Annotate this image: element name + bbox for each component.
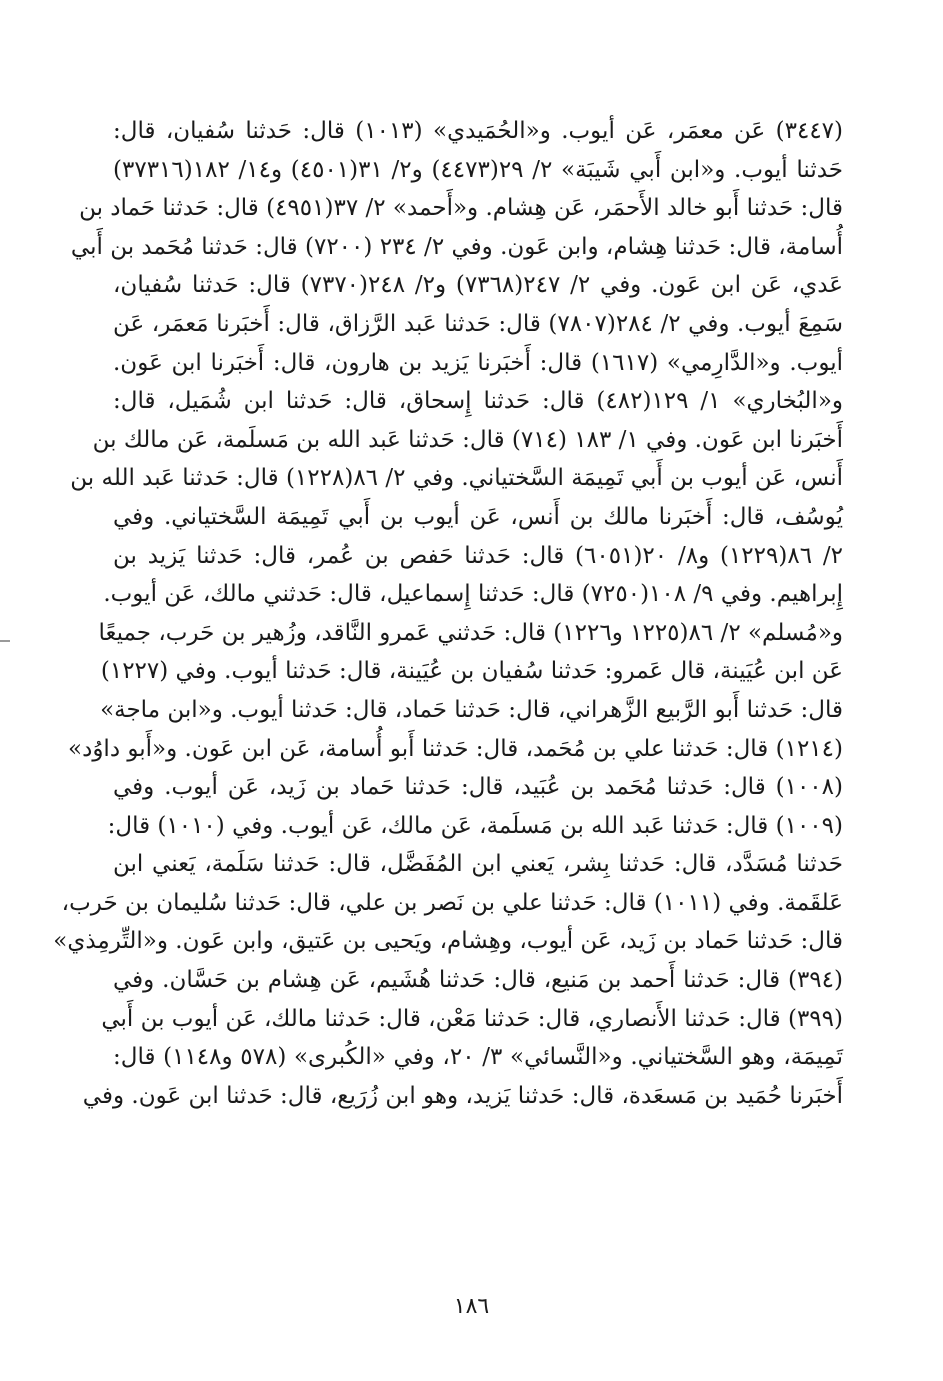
text-line-9: أَخبَرنا ابن عَون. وفي ١/ ١٨٣ (٧١٤) قال: حَدثنا عَبد الله بن مَسلَمة، عَن مالك بن (92, 426, 843, 453)
text-line-21: عَلقَمة. وفي (١٠١١) قال: حَدثنا علي بن نَصر بن علي، قال: حَدثنا سُليمان بن حَرب، (61, 889, 843, 916)
text-line-17: (١٢١٤) قال: حَدثنا علي بن مُحَمد، قال: حَدثنا أَبو أُسامة، عَن ابن عَون. و«أَبو داوُد» (68, 735, 843, 762)
text-line-16: قال: حَدثنا أَبو الرَّبيع الزَّهراني، قال: حَدثنا حَماد، قال: حَدثنا أيوب. و«ابن ماجة» (100, 696, 843, 723)
text-line-1: (٣٤٤٧) عَن معمَر، عَن أيوب. و«الحُمَيدي» (١٠١٣) قال: حَدثنا سُفيان، قال: (113, 118, 844, 144)
text-line-14: و«مُسلم» ٢/ ٨٦(١٢٢٥ و١٢٢٦) قال: حَدثني عَمرو النَّاقد، وزُهير بن حَرب، جميعًا (98, 619, 843, 646)
text-line-12: ٢/ ٨٦(١٢٢٩) و٨/ ٢٠(٦٠٥١) قال: حَدثنا حَفص بن عُمر، قال: حَدثنا يَزيد بن (113, 542, 843, 569)
text-line-24: (٣٩٩) قال: حَدثنا الأَنصاري، قال: حَدثنا مَعْن، قال: حَدثنا مالك، عَن أيوب بن أَبي (101, 1005, 843, 1032)
text-line-26: أَخبَرنا حُمَيد بن مَسعَدة، قال: حَدثنا يَزيد، وهو ابن زُرَيع، قال: حَدثنا ابن عَون. وفي (82, 1082, 843, 1109)
text-line-18: (١٠٠٨) قال: حَدثنا مُحَمد بن عُبَيد، قال: حَدثنا حَماد بن زَيد، عَن أيوب. وفي (113, 774, 843, 801)
text-line-11: يُوسُف، قال: أَخبَرنا مالك بن أَنس، عَن أيوب بن أَبي تَمِيمَة السَّختياني. وفي (113, 503, 843, 530)
text-line-8: و«البُخاري» ١/ ١٢٩(٤٨٢) قال: حَدثنا إِسحاق، قال: حَدثنا ابن شُمَيل، قال: (113, 388, 843, 415)
text-line-4: أُسامة، قال: حَدثنا هِشام، وابن عَون. وفي ٢/ ٢٣٤ (٧٢٠٠) قال: حَدثنا مُحَمد بن أَبي (70, 233, 843, 260)
text-line-10: أَنس، عَن أيوب بن أَبي تَمِيمَة السَّختياني. وفي ٢/ ٨٦(١٢٢٨) قال: حَدثنا عَبد الله بن (70, 465, 843, 492)
main-text-block (53, 112, 844, 1115)
text-line-5: عَدي، عَن ابن عَون. وفي ٢/ ٢٤٧(٧٣٦٨) و٢/ ٢٤٨(٧٣٧٠) قال: حَدثنا سُفيان، (113, 272, 844, 299)
text-line-3: قال: حَدثنا أَبو خالد الأَحمَر، عَن هِشام. و«أَحمد» ٢/ ٣٧(٤٩٥١) قال: حَدثنا حَماد بن (79, 195, 843, 222)
text-line-2: حَدثنا أيوب. و«ابن أَبي شَيبَة» ٢/ ٢٩(٤٤٧٣) و٢/ ٣١(٤٥٠١) و١٤/ ١٨٢(٣٧٣١٦) (113, 156, 844, 183)
text-line-13: إِبراهيم. وفي ٩/ ١٠٨(٧٢٥٠) قال: حَدثنا إِسماعيل، قال: حَدثني مالك، عَن أيوب. (103, 581, 843, 608)
text-line-19: (١٠٠٩) قال: حَدثنا عَبد الله بن مَسلَمة، عَن مالك، عَن أيوب. وفي (١٠١٠) قال: (107, 812, 843, 839)
page-number: ١٨٦ (453, 1294, 490, 1319)
scan-edge-mark (0, 640, 10, 642)
text-line-22: قال: حَدثنا حَماد بن زَيد، عَن أيوب، وهِشام، ويَحيى بن عَتيق، وابن عَون. و«التِّرمِذي» (53, 928, 843, 955)
text-line-6: سَمِعَ أيوب. وفي ٢/ ٢٨٤(٧٨٠٧) قال: حَدثنا عَبد الرَّزاق، قال: أَخبَرنا مَعمَر، عَن (113, 310, 844, 337)
text-line-7: أيوب. و«الدَّارِمي» (١٦١٧) قال: أَخبَرنا يَزيد بن هارون، قال: أَخبَرنا ابن عَون. (113, 349, 843, 376)
text-line-20: حَدثنا مُسَدَّد، قال: حَدثنا بِشر، يَعني ابن المُفَضَّل، قال: حَدثنا سَلَمة، يَعني ابن (113, 851, 843, 878)
text-line-15: عَن ابن عُيَينة، قال عَمرو: حَدثنا سُفيان بن عُيَينة، قال: حَدثنا أيوب. وفي (١٢٢٧) (100, 658, 843, 685)
text-line-23: (٣٩٤) قال: حَدثنا أَحمد بن مَنيع، قال: حَدثنا هُشَيم، عَن هِشام بن حَسَّان. وفي (113, 967, 843, 994)
text-line-25: تَمِيمَة، وهو السَّختياني. و«النَّسائي» ٣/ ٢٠، وفي «الكُبرى» (٥٧٨ و١١٤٨) قال: (113, 1044, 843, 1071)
